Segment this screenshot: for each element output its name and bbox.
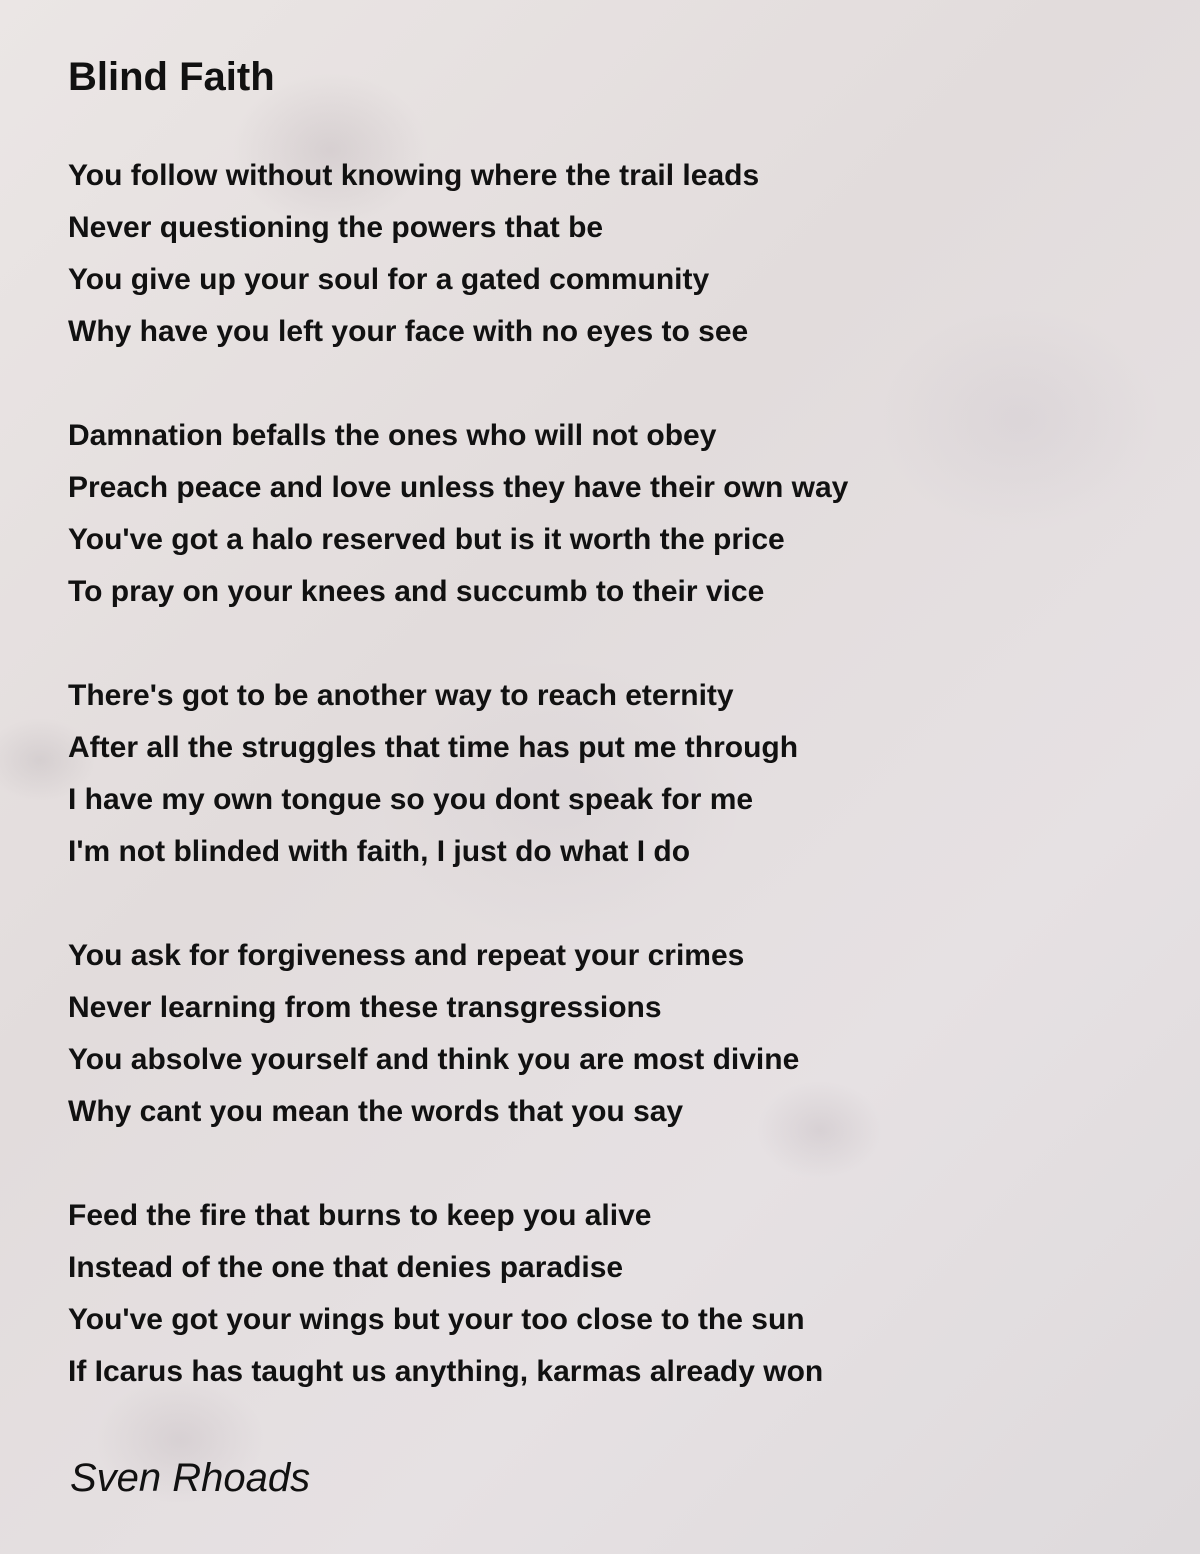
poem-line: Why have you left your face with no eyes to see — [68, 315, 749, 348]
poem-line: You absolve yourself and think you are most divine — [68, 1043, 800, 1076]
poem-line: You've got a halo reserved but is it worth the price — [68, 523, 785, 556]
stanza-1 — [68, 150, 1168, 358]
poem-body — [68, 150, 1168, 1450]
poem-line: After all the struggles that time has put me through — [68, 731, 799, 764]
poem-line: Never questioning the powers that be — [68, 211, 604, 244]
poem-line: Feed the fire that burns to keep you alive — [68, 1199, 652, 1232]
poem-line: I have my own tongue so you dont speak for me — [68, 783, 754, 816]
poem-line: If Icarus has taught us anything, karmas already won — [68, 1355, 824, 1388]
poem-line: You follow without knowing where the trail leads — [68, 159, 760, 192]
poem-author: Sven Rhoads — [70, 1456, 311, 1500]
poem-line: You ask for forgiveness and repeat your crimes — [68, 939, 745, 972]
poem-line: To pray on your knees and succumb to their vice — [68, 575, 765, 608]
poem-line: Preach peace and love unless they have their own way — [68, 471, 849, 504]
poem-line: You give up your soul for a gated community — [68, 263, 710, 296]
poem-line: There's got to be another way to reach eternity — [68, 679, 734, 712]
poem-line: Damnation befalls the ones who will not obey — [68, 419, 717, 452]
poem-line: Instead of the one that denies paradise — [68, 1251, 624, 1284]
poem-title: Blind Faith — [68, 55, 275, 99]
stanza-2 — [68, 410, 1168, 618]
poem-line: Never learning from these transgressions — [68, 991, 662, 1024]
stanza-3 — [68, 670, 1168, 878]
poem-line: Why cant you mean the words that you say — [68, 1095, 684, 1128]
poem-line: You've got your wings but your too close to the sun — [68, 1303, 805, 1336]
poem-line: I'm not blinded with faith, I just do what I do — [68, 835, 691, 868]
stanza-4 — [68, 930, 1168, 1138]
stanza-5 — [68, 1190, 1168, 1398]
